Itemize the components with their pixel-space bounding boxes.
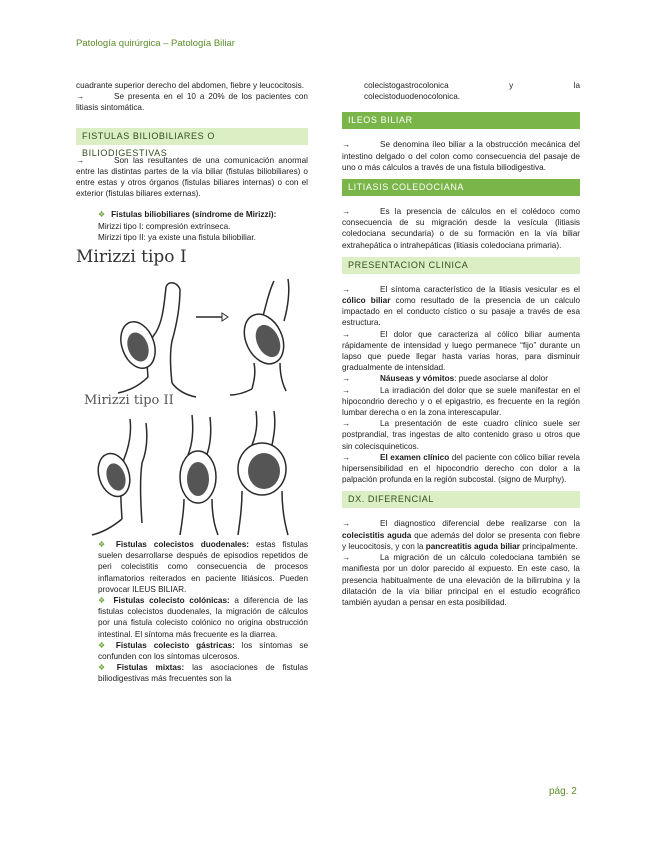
arrow-icon: → bbox=[342, 329, 351, 339]
clinica-paragraph-5: → La presentación de este cuadro clínico suele ser postprandial, tras ingestas de alto contenido graso u otros que sin colecisquineticos. bbox=[342, 419, 580, 451]
mirizzi-type-2: Mirizzi tipo II: ya existe una fistula biliobiliar. bbox=[98, 232, 256, 242]
section-title-fistulas: FISTULAS BILIOBILIARES O BILIODIGESTIVAS bbox=[76, 128, 308, 145]
intro-paragraph-1: cuadrante superior derecho del abdomen, fiebre y leucocitosis. bbox=[76, 81, 305, 90]
clinica-paragraph-3: → Náuseas y vómitos: puede asociarse al dolor bbox=[342, 374, 548, 384]
bullet-colecistos-duodenales: ❖ Fistulas colecistos duodenales: estas fistulas suelen desarrollarse después de episodios repetidos de peri colecistitis como consecuencia de procesos inflamatorios reiterados en paciente litiásicos. Pueden provocar ILEUS BILIAR. bbox=[98, 540, 308, 594]
arrow-icon: → bbox=[342, 519, 351, 529]
continuation-line-2: colecistoduodenocolonica. bbox=[364, 92, 461, 102]
litiasis-paragraph: → Es la presencia de cálculos en el colédoco como consecuencia de su migración desde la vesícula (litiasis coledociana secundaria) o de su formación en la vía biliar extrahepática o intrahepáticas (litiasis coledociana primaria). bbox=[342, 207, 580, 250]
section-title-dx-diferencial: DX. DIFERENCIAL bbox=[342, 491, 580, 508]
left-column bbox=[76, 80, 308, 685]
arrow-icon: → bbox=[342, 207, 351, 217]
mirizzi-2-panel-2 bbox=[180, 415, 218, 535]
fistulas-paragraph: → Son las resultantes de una comunicación anormal entre las distintas partes de la vía biliar (fistulas biliobiliares) o entre estas y otros órganos (fistulas biliares internas) o con el exterior (fistulas biliares externas). bbox=[76, 155, 308, 199]
clinica-paragraph-2: → El dolor que caracteriza al cólico biliar aumenta rápidamente de intensidad y luego permanece “fijo” durante un lapso que puede llegar hasta varias horas, para disminuir gradualmente de intensidad. bbox=[342, 329, 580, 373]
mirizzi-1-after bbox=[230, 279, 291, 395]
arrow-icon: → bbox=[342, 374, 351, 384]
dx-paragraph-2: → La migración de un cálculo coledociana también se manifiesta por un dolor parecido al expuesto. En este caso, la presencia habitualmente de una elevación de la bilirrubina y la dilatación de la vía biliar principal en el estudio ecográfico también ayudan a pensar en esta posibilidad. bbox=[342, 553, 580, 607]
right-column bbox=[342, 80, 580, 608]
clinica-paragraph-1: → El síntoma característico de la litiasis vesicular es el cólico biliar como resultado de la presencia de un calculo impactado en el conducto cístico o su pasaje a través de esa estructura. bbox=[342, 284, 580, 328]
bullet-icon: ❖ bbox=[98, 663, 111, 673]
arrow-icon: → bbox=[342, 419, 351, 429]
mirizzi-1-before bbox=[115, 283, 196, 397]
figure-title-tipo-1: Mirizzi tipo I bbox=[76, 247, 187, 268]
section-title-litiasis: LITIASIS COLEDOCIANA bbox=[342, 179, 580, 196]
clinica-paragraph-4: → La irradiación del dolor que se suele manifestar en el hipocondrio derecho y o el epigastrio, es frecuente en la región lumbar derecha o en la zona interescapular. bbox=[342, 385, 580, 418]
bullet-fistulas-mixtas: ❖ Fistulas mixtas: las asociaciones de fistulas biliodigestivas más frecuentes son la bbox=[98, 663, 308, 684]
mirizzi-figure bbox=[76, 247, 308, 539]
bullet-colecisto-colonicas: ❖ Fistulas colecisto colónicas: a diferencia de las fistulas colecistos duodenales, la migración de cálculos por una fistula colecisto colónico no origina obstrucción intestinal. El síntoma más frecuente es la diarrea. bbox=[98, 596, 308, 639]
page-number: pág. 2 bbox=[549, 786, 577, 797]
intro-paragraph-2: → Se presenta en el 10 a 20% de los pacientes con litiasis sintomática. bbox=[76, 92, 308, 113]
bullet-colecisto-gastricas: ❖ Fistulas colecisto gástricas: los síntomas se confunden con los síntomas ulcerosos. bbox=[98, 640, 308, 662]
bullet-icon: ❖ bbox=[98, 210, 106, 220]
dx-paragraph-1: → El diagnostico diferencial debe realizarse con la colecistitis aguda que además del dolor se presenta con fiebre y leucocitosis, y con la pancreatitis aguda biliar principalmente. bbox=[342, 519, 580, 551]
arrow-icon: → bbox=[342, 452, 351, 462]
mirizzi-2-panel-1 bbox=[92, 419, 147, 535]
bullet-icon: ❖ bbox=[98, 596, 108, 606]
ileos-paragraph: → Se denomina íleo biliar a la obstrucción mecánica del intestino delgado o del colon como consecuencia del pasaje de uno o más cálculos a través de una fistula biliodigestiva. bbox=[342, 140, 580, 172]
arrow-icon: → bbox=[342, 553, 351, 563]
continuation-line-1: colecistogastrocolonica y la bbox=[364, 81, 580, 90]
mirizzi-2-panel-3 bbox=[238, 411, 288, 535]
figure-title-tipo-2: Mirizzi tipo II bbox=[84, 393, 174, 409]
arrow-icon: → bbox=[342, 140, 351, 150]
mirizzi-illustration bbox=[76, 247, 308, 539]
arrow-icon: → bbox=[76, 155, 85, 165]
bullet-icon: ❖ bbox=[98, 640, 110, 650]
mirizzi-type-1: Mirizzi tipo I: compresión extrínseca. bbox=[98, 221, 231, 231]
bullet-icon: ❖ bbox=[98, 540, 110, 550]
mirizzi-bullet: ❖ Fistulas biliobiliares (síndrome de Mirizzi): bbox=[98, 210, 277, 220]
clinica-paragraph-6: → El examen clínico del paciente con cólico biliar revela hipersensibilidad en el hipocondrio derecho con dolor a la palpación profunda en la región subcostal. (signo de Murphy). bbox=[342, 452, 580, 485]
section-title-ileos: ILEOS BILIAR bbox=[342, 112, 580, 129]
arrow-icon: → bbox=[342, 385, 351, 395]
section-title-presentacion: PRESENTACION CLINICA bbox=[342, 257, 580, 274]
page-header: Patología quirúrgica – Patología Biliar bbox=[76, 38, 235, 49]
arrow-icon: → bbox=[342, 284, 351, 294]
arrow-icon: → bbox=[76, 92, 85, 102]
